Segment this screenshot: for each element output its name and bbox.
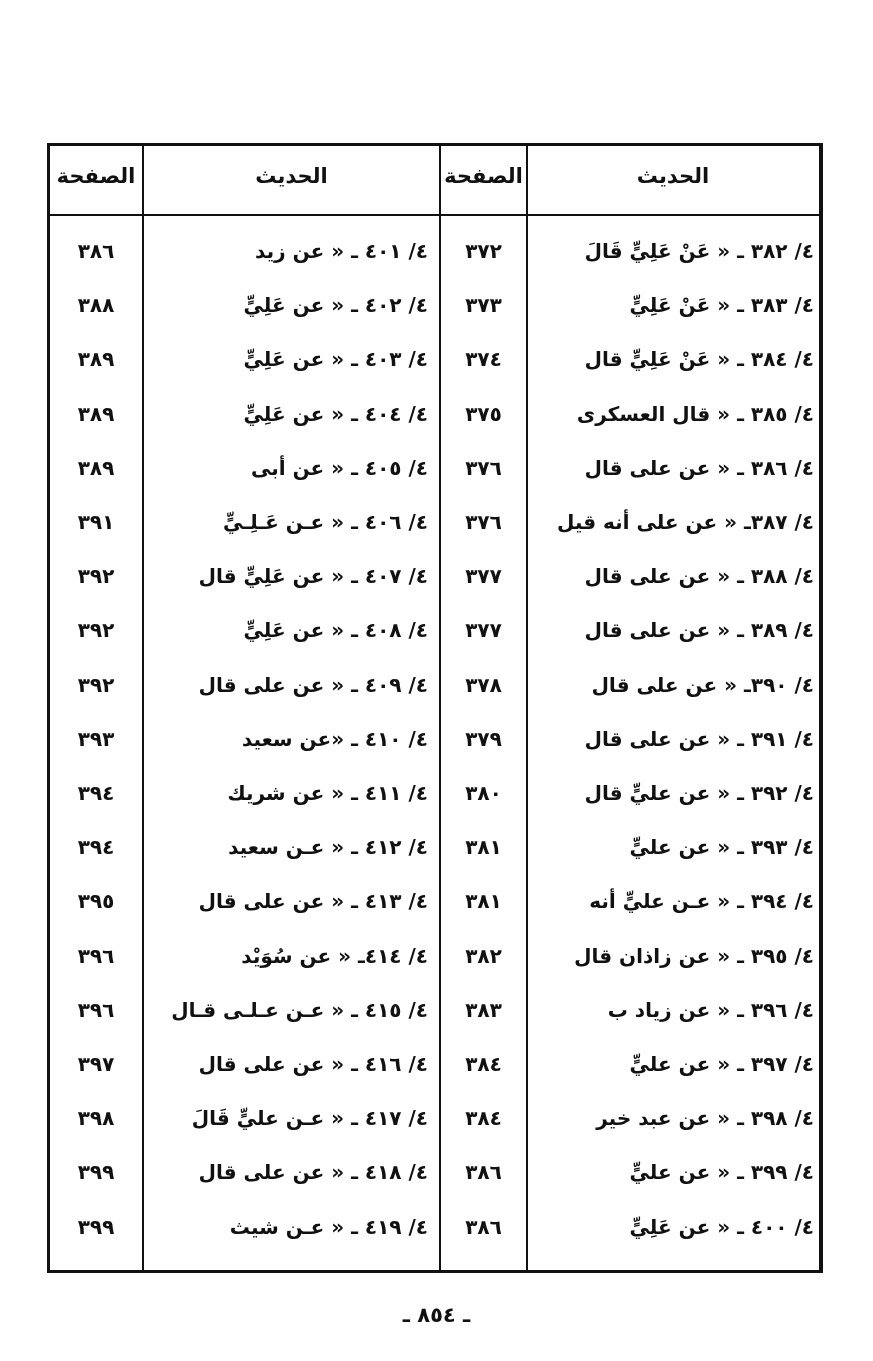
table-row: [50, 820, 819, 874]
right-hadith-cell: ٤/ ٣٨٧ـ « عن على أنه قيل: [556, 510, 814, 534]
table-row: [50, 983, 819, 1037]
right-hadith-cell: ٤/ ٣٩٣ ـ « عن عليٍّ: [629, 835, 814, 860]
right-page-cell: ٣٨٦: [465, 1214, 502, 1239]
right-page-cell: ٣٨٤: [465, 1052, 502, 1076]
right-page-cell: ٣٧٥: [465, 401, 502, 426]
right-page-cell: ٣٨٣: [465, 997, 502, 1022]
right-hadith-cell: ٤/ ٣٩٧ ـ « عن عليٍّ: [629, 1052, 814, 1076]
left-page-cell: ٣٨٩: [77, 455, 115, 480]
page-number: ـ ٨٥٤ ـ: [402, 1303, 471, 1327]
right-hadith-cell: ٤/ ٣٨٥ ـ « قال العسكرى: [576, 401, 814, 426]
right-page-cell: ٣٨٤: [465, 1106, 502, 1131]
right-hadith-cell: ٤/ ٣٨٩ ـ « عن على قال: [584, 618, 814, 643]
right-page-cell: ٣٧٧: [465, 564, 502, 589]
left-hadith-cell: ٤/ ٤١٤ـ « عن سُوَيْد: [241, 943, 428, 968]
left-page-cell: ٣٩٢: [77, 564, 115, 589]
table-row: [50, 1091, 819, 1145]
left-hadith-cell: ٤/ ٤٠٨ ـ « عن عَلِيٍّ: [243, 618, 428, 643]
right-page-cell: ٣٨١: [465, 835, 502, 860]
table-row: [50, 929, 819, 983]
left-page-cell: ٣٩٣: [77, 726, 115, 751]
right-hadith-cell: ٤/ ٣٩٩ ـ « عن عليٍّ: [629, 1160, 814, 1185]
left-hadith-cell: ٤/ ٤١٩ ـ « عـن شيث: [229, 1214, 428, 1239]
right-hadith-cell: ٤/ ٣٩٠ـ « عن على قال: [591, 672, 814, 697]
left-page-cell: ٣٩٦: [77, 997, 115, 1022]
right-hadith-cell: ٤/ ٣٩١ ـ « عن على قال: [584, 726, 814, 751]
header-left-hadith: الحديث: [255, 164, 328, 188]
table-row: [50, 387, 819, 441]
left-page-cell: ٣٨٩: [77, 401, 115, 426]
left-page-cell: ٣٩٥: [77, 889, 115, 914]
left-page-cell: ٣٩٩: [77, 1214, 115, 1239]
left-page-cell: ٣٩٢: [77, 672, 115, 697]
left-hadith-cell: ٤/ ٤٠٥ ـ « عن أبى: [251, 455, 428, 480]
right-page-cell: ٣٧٦: [465, 510, 502, 534]
left-page-cell: ٣٩٢: [77, 618, 115, 643]
right-hadith-cell: ٤/ ٣٨٤ ـ « عَنْ عَلِيٍّ قال: [584, 347, 814, 372]
right-hadith-cell: ٤/ ٣٩٨ ـ « عن عبد خير: [596, 1106, 814, 1131]
left-page-cell: ٣٩٧: [77, 1052, 115, 1076]
table-row: [50, 712, 819, 766]
right-hadith-cell: ٤/ ٤٠٠ ـ « عن عَلِيٍّ: [629, 1214, 814, 1239]
header-underline: [50, 214, 819, 216]
table-row: [50, 278, 819, 332]
right-page-cell: ٣٨٢: [465, 943, 502, 968]
left-page-cell: ٣٨٦: [77, 239, 115, 263]
right-page-cell: ٣٧٨: [465, 672, 502, 697]
right-hadith-cell: ٤/ ٣٨٣ ـ « عَنْ عَلِيٍّ: [629, 293, 814, 318]
table-row: [50, 332, 819, 386]
table-row: [50, 495, 819, 549]
right-hadith-cell: ٤/ ٣٨٨ ـ « عن على قال: [584, 564, 814, 589]
left-hadith-cell: ٤/ ٤١٧ ـ « عـن عليٍّ قَالَ: [191, 1106, 428, 1131]
left-hadith-cell: ٤/ ٤١٨ ـ « عن على قال: [198, 1160, 428, 1185]
right-hadith-cell: ٤/ ٣٩٦ ـ « عن زياد ب: [607, 997, 814, 1022]
left-hadith-cell: ٤/ ٤٠٢ ـ « عن عَلِيٍّ: [243, 293, 428, 318]
header-left-page: الصفحة: [56, 164, 136, 188]
left-hadith-cell: ٤/ ٤٠٦ ـ « عـن عَـلِـيٍّ: [223, 510, 428, 534]
right-page-cell: ٣٧٣: [465, 293, 502, 318]
table-row: [50, 658, 819, 712]
left-hadith-cell: ٤/ ٤١٢ ـ « عـن سعيد: [228, 835, 428, 860]
right-page-cell: ٣٨٠: [465, 781, 502, 805]
left-page-cell: ٣٨٩: [77, 347, 115, 372]
left-hadith-cell: ٤/ ٤٠٧ ـ « عن عَلِيٍّ قال: [198, 564, 428, 589]
left-page-cell: ٣٩٨: [77, 1106, 115, 1131]
right-page-cell: ٣٧٧: [465, 618, 502, 643]
table-row: [50, 766, 819, 820]
table-row: [50, 224, 819, 278]
right-hadith-cell: ٤/ ٣٩٥ ـ « عن زاذان قال: [574, 943, 814, 968]
header-right-hadith: الحديث: [636, 164, 710, 188]
table-row: [50, 603, 819, 657]
table-row: [50, 441, 819, 495]
right-hadith-cell: ٤/ ٣٨٦ ـ « عن على قال: [584, 455, 814, 480]
right-hadith-cell: ٤/ ٣٩٢ ـ « عن عليٍّ قال: [584, 781, 814, 805]
right-page-cell: ٣٨٦: [465, 1160, 502, 1185]
left-page-cell: ٣٩٦: [77, 943, 115, 968]
left-page-cell: ٣٨٨: [77, 293, 115, 318]
left-hadith-cell: ٤/ ٤١٥ ـ « عـن عـلـى قـال: [171, 997, 428, 1022]
left-hadith-cell: ٤/ ٤٠٤ ـ « عن عَلِيٍّ: [243, 401, 428, 426]
right-hadith-cell: ٤/ ٣٩٤ ـ « عـن عليٍّ أنه: [589, 889, 814, 914]
left-page-cell: ٣٩١: [77, 510, 115, 534]
right-page-cell: ٣٨١: [465, 889, 502, 914]
left-page-cell: ٣٩٤: [77, 781, 115, 805]
right-page-cell: ٣٧٩: [465, 726, 502, 751]
left-hadith-cell: ٤/ ٤١٦ ـ « عن على قال: [198, 1052, 428, 1076]
table-row: [50, 1145, 819, 1199]
header-right-page: الصفحة: [444, 164, 523, 188]
left-hadith-cell: ٤/ ٤١٣ ـ « عن على قال: [198, 889, 428, 914]
table-row: [50, 549, 819, 603]
right-page-cell: ٣٧٢: [465, 239, 502, 263]
table-row: [50, 874, 819, 928]
left-page-cell: ٣٩٩: [77, 1160, 115, 1185]
left-hadith-cell: ٤/ ٤٠٩ ـ « عن على قال: [198, 672, 428, 697]
right-page-cell: ٣٧٤: [465, 347, 502, 372]
left-hadith-cell: ٤/ ٤١١ ـ « عن شريك: [227, 781, 428, 805]
index-table: [47, 143, 823, 1273]
right-hadith-cell: ٤/ ٣٨٢ ـ « عَنْ عَلِيٍّ قَالَ: [584, 239, 814, 263]
right-page-cell: ٣٧٦: [465, 455, 502, 480]
left-hadith-cell: ٤/ ٤٠٣ ـ « عن عَلِيٍّ: [243, 347, 428, 372]
table-row: [50, 1037, 819, 1091]
left-hadith-cell: ٤/ ٤٠١ ـ « عن زيد: [255, 239, 428, 263]
left-page-cell: ٣٩٤: [77, 835, 115, 860]
left-hadith-cell: ٤/ ٤١٠ ـ «عن سعيد: [241, 726, 428, 751]
table-row: [50, 1200, 819, 1254]
